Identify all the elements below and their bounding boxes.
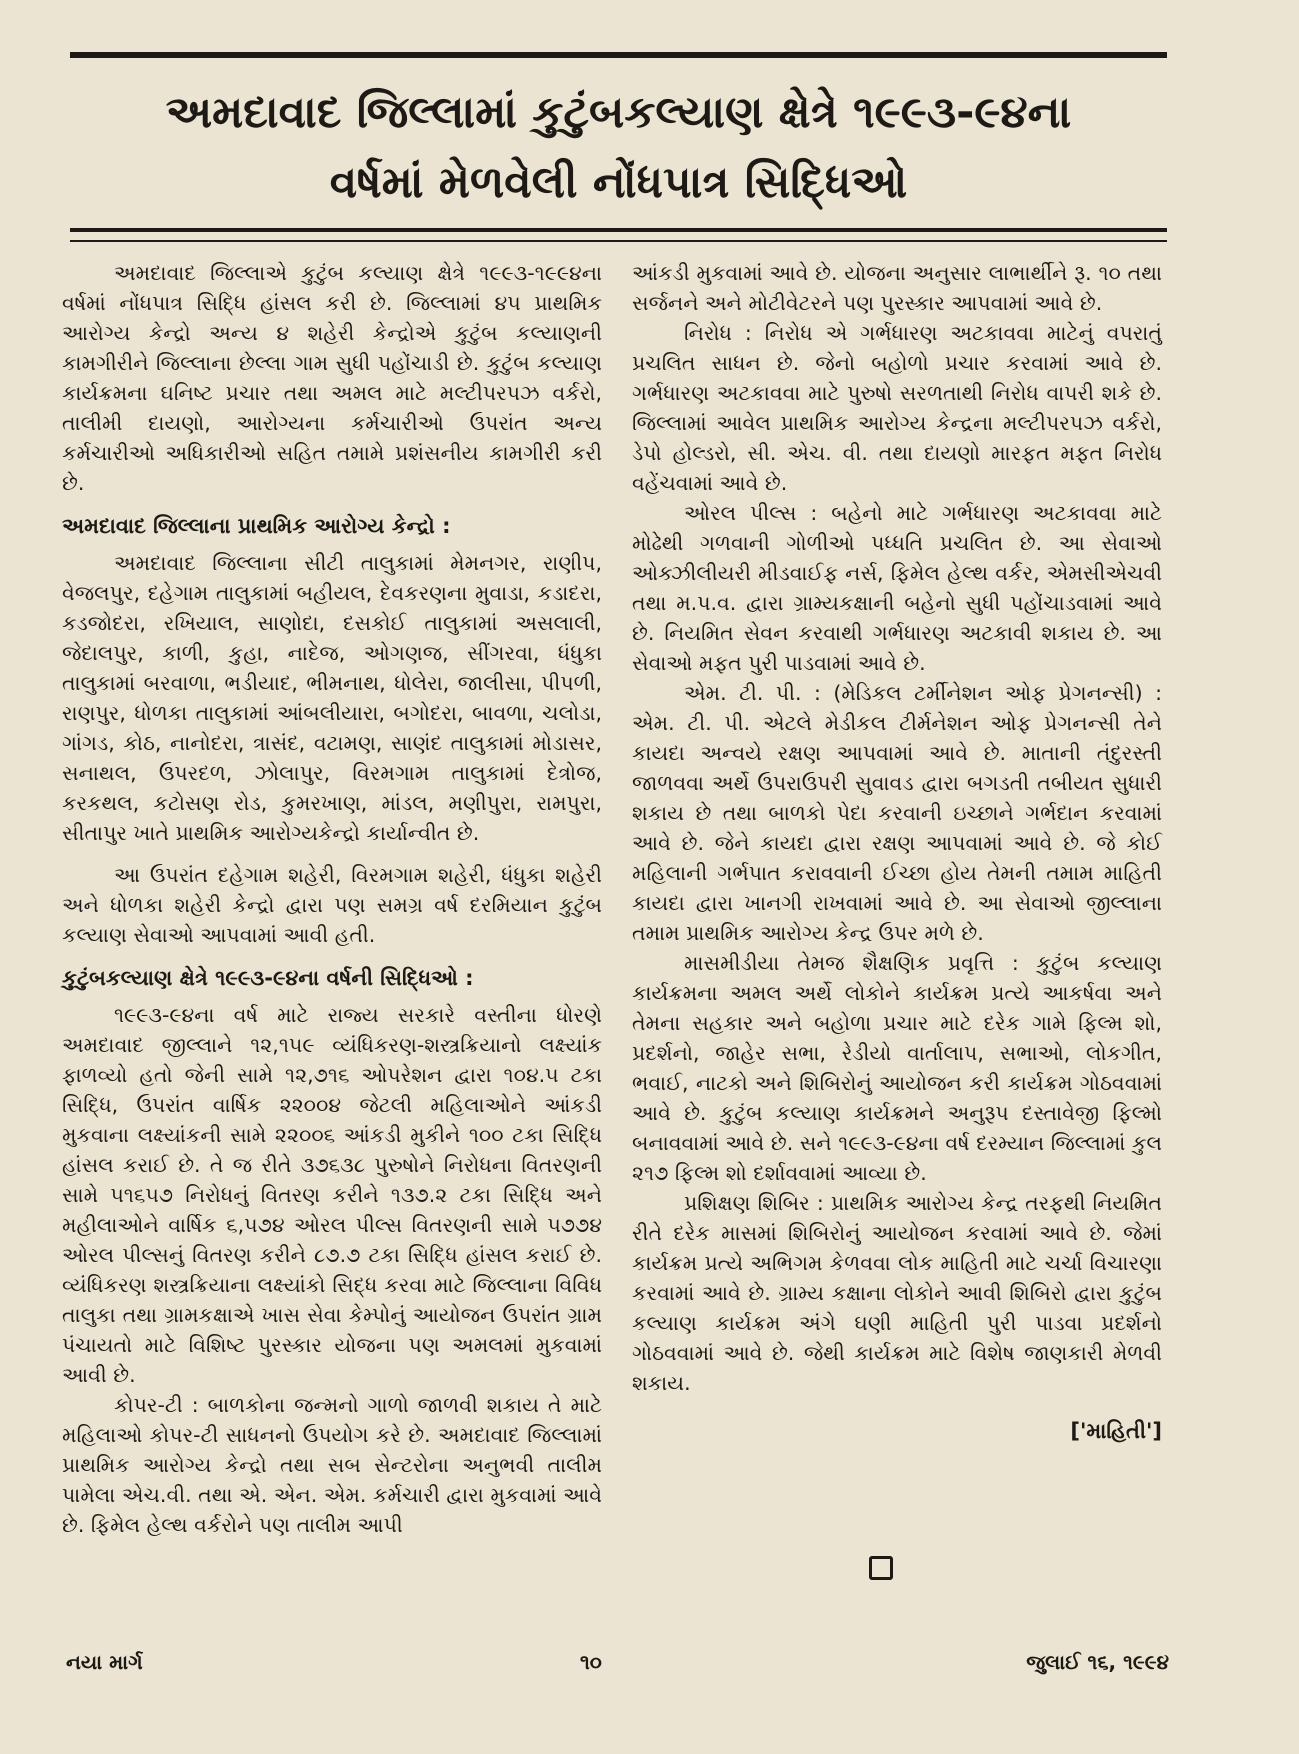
- oral-pills-paragraph: ઓરલ પીલ્સ : બહેનો માટે ગર્ભધારણ અટકાવવા માટે મોઢેથી ગળવાની ગોળીઓ પધ્ધતિ પ્રચલિત છે. આ સેવાઓ ઓક્ઝીલીયરી મીડવાઈફ નર્સ, ફિમેલ હેલ્થ વર્કર, એમસીએચવી તથા મ.પ.વ. દ્વારા ગ્રામ્યકક્ષાની બહેનો સુધી પહોંચાડવામાં આવે છે. નિયમિત સેવન કરવાથી ગર્ભધારણ અટકાવી શકાય છે. આ સેવાઓ મફત પુરી પાડવામાં આવે છે.: [632, 501, 1162, 675]
- title-line-1: અમદાવાદ જિલ્લામાં કુટુંબકલ્યાણ ક્ષેત્રે ૧૯૯૩-૯૪ના: [165, 87, 1072, 138]
- training-camp-paragraph: પ્રશિક્ષણ શિબિર : પ્રાથમિક આરોગ્ય કેન્દ્ર તરફથી નિયમિત રીતે દરેક માસમાં શિબિરોનું આયોજન કરવામાં આવે છે. જેમાં કાર્યક્રમ પ્રત્યે અભિગમ કેળવવા લોક માહિતી માટે ચર્ચા વિચારણા કરવામાં આવે છે. ગ્રામ્ય કક્ષાના લોકોને આવી શિબિરો દ્વારા કુટુંબ કલ્યાણ કાર્યક્રમ અંગે ઘણી માહિતી પુરી પાડવા પ્રદર્શનો ગોઠવવામાં આવે છે. જેથી કાર્યક્રમ માટે વિશેષ જાણકારી મેળવી શકાય.: [632, 1191, 1162, 1395]
- continued-paragraph: આંકડી મુકવામાં આવે છે. યોજના અનુસાર લાભાર્થીને રૂ. ૧૦ તથા સર્જનને અને મોટીવેટરને પણ પુરસ્કાર આપવામાં આવે છે.: [632, 261, 1162, 315]
- left-column: [62, 258, 602, 1540]
- phc-list-paragraph: અમદાવાદ જિલ્લાના સીટી તાલુકામાં મેમનગર, રાણીપ, વેજલપુર, દહેગામ તાલુકામાં બહીયલ, દેવકરણના મુવાડા, કડાદરા, કડજોદરા, રખિયાલ, સાણોદા, દસકોઈ તાલુકામાં અસલાલી, જેદાલપુર, કાળી, કુહા, નાદેજ, ઓગણજ, સીંગરવા, ધંધુકા તાલુકામાં બરવાળા, ભડીયાદ, ભીમનાથ, ધોલેરા, જાલીસા, પીપળી, રાણપુર, ધોળકા તાલુકામાં આંબલીયારા, બગોદરા, બાવળા, ચલોડા, ગાંગડ, કોઠ, નાનોદરા, ત્રાસંદ, વટામણ, સાણંદ તાલુકામાં મોડાસર, સનાથલ, ઉપરદળ, ઝોલાપુર, વિરમગામ તાલુકામાં દેત્રોજ, કરકથલ, કટોસણ રોડ, કુમરખાણ, માંડલ, મણીપુરા, રામપુરા, સીતાપુર ખાતે પ્રાથમિક આરોગ્યકેન્દ્રો કાર્યાન્વીત છે.: [62, 551, 602, 845]
- mass-media-paragraph: માસમીડીયા તેમજ શૈક્ષણિક પ્રવૃત્તિ : કુટુંબ કલ્યાણ કાર્યક્રમના અમલ અર્થે લોકોને કાર્યક્રમ પ્રત્યે આકર્ષવા અને તેમના સહકાર અને બહોળા પ્રચાર માટે દરેક ગામે ફિલ્મ શો, પ્રદર્શનો, જાહેર સભા, રેડીયો વાર્તાલાપ, સભાઓ, લોકગીત, ભવાઈ, નાટકો અને શિબિરોનું આયોજન કરી કાર્યક્રમ ગોઠવવામાં આવે છે. કુટુંબ કલ્યાણ કાર્યક્રમને અનુરૂપ દસ્તાવેજી ફિલ્મો બનાવવામાં આવે છે. સને ૧૯૯૩-૯૪ના વર્ષ દરમ્યાન જિલ્લામાં કુલ ૨૧૭ ફિલ્મ શો દર્શાવવામાં આવ્યા છે.: [632, 951, 1162, 1185]
- section-heading-phc: અમદાવાદ જિલ્લાના પ્રાથમિક આરોગ્ય કેન્દ્રો :: [62, 514, 451, 538]
- article-title: [70, 78, 1167, 218]
- end-mark-icon: [869, 1556, 893, 1580]
- top-rule: [70, 52, 1167, 58]
- section-heading-achievements: કુટુંબકલ્યાણ ક્ષેત્રે ૧૯૯૩-૯૪ના વર્ષની સિદ્ધિઓ :: [62, 966, 474, 990]
- title-line-2: વર્ષમાં મેળવેલી નોંધપાત્ર સિદ્ધિઓ: [329, 157, 908, 208]
- urban-centres-paragraph: આ ઉપરાંત દહેગામ શહેરી, વિરમગામ શહેરી, ધંધુકા શહેરી અને ધોળકા શહેરી કેન્દ્રો દ્વારા પણ સમગ્ર વર્ષ દરમિયાન કુટુંબ કલ્યાણ સેવાઓ આપવામાં આવી હતી.: [62, 863, 602, 947]
- footer-publication: નયા માર્ગ: [66, 1650, 143, 1674]
- title-rule-thin: [70, 240, 1167, 242]
- footer-date: જુલાઈ ૧૬, ૧૯૯૪: [1026, 1650, 1169, 1674]
- nirodh-paragraph: નિરોધ : નિરોધ એ ગર્ભધારણ અટકાવવા માટેનું વપરાતું પ્રચલિત સાધન છે. જેનો બહોળો પ્રચાર કરવામાં આવે છે. ગર્ભધારણ અટકાવવા માટે પુરુષો સરળતાથી નિરોધ વાપરી શકે છે. જિલ્લામાં આવેલ પ્રાથમિક આરોગ્ય કેન્દ્રના મલ્ટીપરપઝ વર્કરો, ડેપો હોલ્ડરો, સી. એચ. વી. તથા દાયણો મારફત મફત નિરોધ વહેંચવામાં આવે છે.: [632, 321, 1162, 495]
- intro-paragraph: અમદાવાદ જિલ્લાએ કુટુંબ કલ્યાણ ક્ષેત્રે ૧૯૯૩-૧૯૯૪ના વર્ષમાં નોંધપાત્ર સિદ્ધિ હાંસલ કરી છે. જિલ્લામાં ૪૫ પ્રાથમિક આરોગ્ય કેન્દ્રો અન્ય ૪ શહેરી કેન્દ્રોએ કુટુંબ કલ્યાણની કામગીરીને જિલ્લાના છેલ્લા ગામ સુધી પહોંચાડી છે. કુટુંબ કલ્યાણ કાર્યક્રમના ઘનિષ્ટ પ્રચાર તથા અમલ માટે મલ્ટીપરપઝ વર્કરો, તાલીમી દાયણો, આરોગ્યના કર્મચારીઓ ઉપરાંત અન્ય કર્મચારીઓ અધિકારીઓ સહિત તમામે પ્રશંસનીય કામગીરી કરી છે.: [62, 261, 602, 495]
- right-column: [632, 258, 1162, 1446]
- footer-page-number: ૧૦: [580, 1650, 602, 1674]
- title-rule-thick: [70, 228, 1167, 232]
- copper-t-paragraph: કોપર-ટી : બાળકોના જન્મનો ગાળો જાળવી શકાય તે માટે મહિલાઓ કોપર-ટી સાધનનો ઉપયોગ કરે છે. અમદાવાદ જિલ્લામાં પ્રાથમિક આરોગ્ય કેન્દ્રો તથા સબ સેન્ટરોના અનુભવી તાલીમ પામેલા એચ.વી. તથા એ. એન. એમ. કર્મચારી દ્વારા મુકવામાં આવે છે. ફિમેલ હેલ્થ વર્કરોને પણ તાલીમ આપી: [62, 1393, 602, 1537]
- mtp-paragraph: એમ. ટી. પી. : (મેડિકલ ટર્મીનેશન ઓફ પ્રેગનન્સી) : એમ. ટી. પી. એટલે મેડીકલ ટીર્મનેશન ઓફ પ્રેગનન્સી તેને કાયદા અન્વયે રક્ષણ આપવામાં આવે છે. માતાની તંદુરસ્તી જાળવવા અર્થે ઉપરાઉપરી સુવાવડ દ્વારા બગડતી તબીયત સુધારી શકાય છે તથા બાળકો પેદા કરવાની ઇચ્છાને ગર્ભદાન કરવામાં આવે છે. જેને કાયદા દ્વારા રક્ષણ આપવામાં આવે છે. જે કોઈ મહિલાની ગર્ભપાત કરાવવાની ઈચ્છા હોય તેમની તમામ માહિતી કાયદા દ્વારા ખાનગી રાખવામાં આવે છે. આ સેવાઓ જીલ્લાના તમામ પ્રાથમિક આરોગ્ય કેન્દ્ર ઉપર મળે છે.: [632, 681, 1162, 945]
- source-credit: ['માહિતી']: [1070, 1419, 1162, 1443]
- achievements-paragraph: ૧૯૯૩-૯૪ના વર્ષ માટે રાજ્ય સરકારે વસ્તીના ધોરણે અમદાવાદ જીલ્લાને ૧૨,૧૫૯ વ્યંધિકરણ-શસ્ત્રક્રિયાનો લક્ષ્યાંક ફાળવ્યો હતો જેની સામે ૧૨,૭૧૬ ઓપરેશન દ્વારા ૧૦૪.૫ ટકા સિદ્ધિ, ઉપરાંત વાર્ષિક ૨૨૦૦૪ જેટલી મહિલાઓને આંકડી મુકવાના લક્ષ્યાંકની સામે ૨૨૦૦૬ આંકડી મુકીને ૧૦૦ ટકા સિદ્ધિ હાંસલ કરાઈ છે. તે જ રીતે ૩૭૬૩૮ પુરુષોને નિરોધના વિતરણની સામે ૫૧૬૫૭ નિરોધનું વિતરણ કરીને ૧૩૭.૨ ટકા સિદ્ધિ અને મહીલાઓને વાર્ષિક ૬,૫૭૪ ઓરલ પીલ્સ વિતરણની સામે ૫૭૭૪ ઓરલ પીલ્સનું વિતરણ કરીને ૮૭.૭ ટકા સિદ્ધિ હાંસલ કરાઈ છે. વ્યંધિકરણ શસ્ત્રક્રિયાના લક્ષ્યાંકો સિદ્ધ કરવા માટે જિલ્લાના વિવિધ તાલુકા તથા ગ્રામકક્ષાએ ખાસ સેવા કેમ્પોનું આયોજન ઉપરાંત ગ્રામ પંચાયતો માટે વિશિષ્ટ પુરસ્કાર યોજના પણ અમલમાં મુકવામાં આવી છે.: [62, 1003, 602, 1387]
